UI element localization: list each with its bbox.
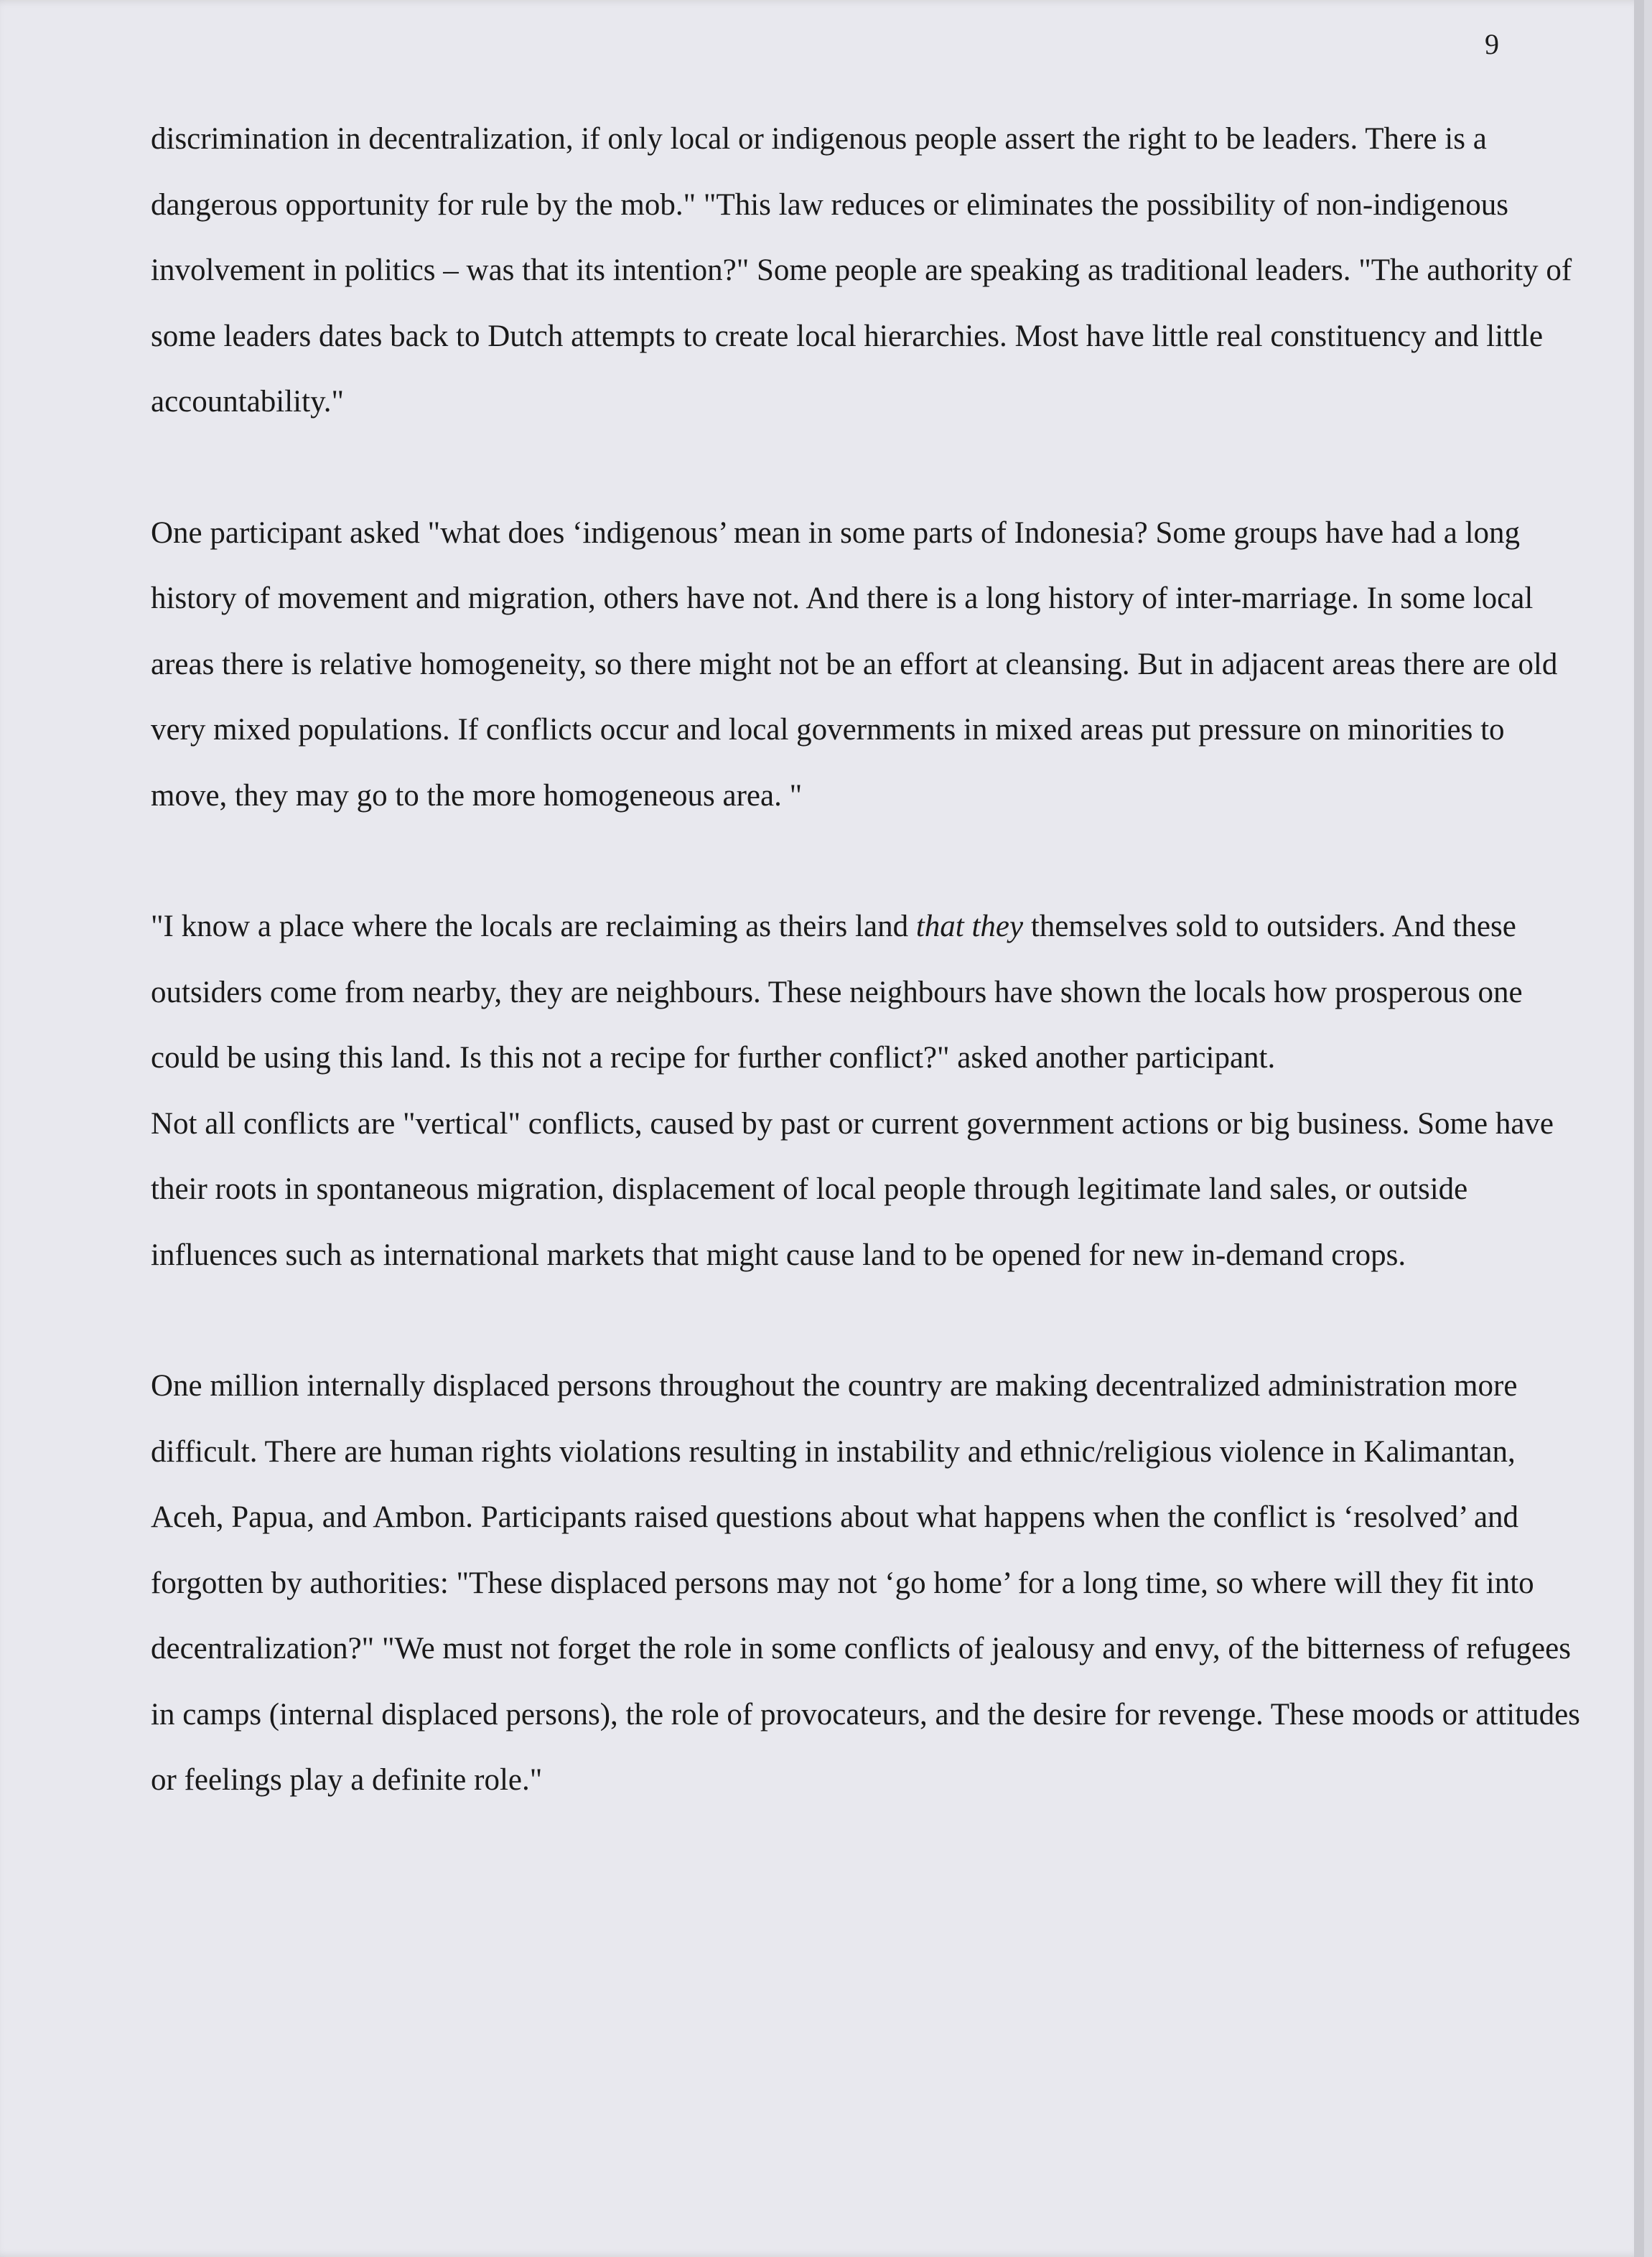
paragraph-5: One million internally displaced persons throughout the country are making decentralized administration more difficult. There are human rights violations resulting in instability and ethnic/religious violence in Kalimantan, Aceh, Papua, and Ambon. Participants raised questions about what happens when the conflict is ‘resolved’ and forgotten by authorities: "These displaced persons may not ‘go home’ for a long time, so where will they fit into decentralization?" "We must not forget the role in some conflicts of jealousy and envy, of the bitterness of refugees in camps (internal displaced persons), the role of provocateurs, and the desire for revenge. These moods or attitudes or feelings play a definite role." [151,1369,1580,1797]
paragraph-3 [151,894,1587,1091]
body-text [151,106,1587,1813]
paragraph-2: One participant asked "what does ‘indigenous’ mean in some parts of Indonesia? Some groups have had a long history of movement and migration, others have not. And there is a long history of inter-marriage. In some local areas there is relative homogeneity, so there might not be an effort at cleansing. But in adjacent areas there are old very mixed populations. If conflicts occur and local governments in mixed areas put pressure on minorities to move, they may go to the more homogeneous area. " [151,515,1558,813]
paragraph-3-text-after: themselves sold to outsiders. And these outsiders come from nearby, they are neighbours. These neighbours have shown the locals how prosperous one could be using this land. Is this not a recipe for further conflict?" asked another participant. [151,910,1523,1075]
page-number: 9 [1485,28,1499,60]
paragraph-4: Not all conflicts are "vertical" conflicts, caused by past or current government actions or big business. Some have their roots in spontaneous migration, displacement of local people through legitimate land sales, or outside influences such as international markets that might cause land to be opened for new in-demand crops. [151,1106,1554,1272]
page-edge [1634,0,1644,2257]
paragraph-3-text-before: "I know a place where the locals are reclaiming as theirs land [151,910,916,943]
paragraph-3-italic-text: that they [915,910,1024,943]
paragraph-1: discrimination in decentralization, if only local or indigenous people assert the right to be leaders. There is a dangerous opportunity for rule by the mob." "This law reduces or eliminates the possibility of non-indigenous involvement in politics – was that its intention?" Some people are speaking as traditional leaders. "The authority of some leaders dates back to Dutch attempts to create local hierarchies. Most have little real constituency and little accountability." [151,122,1572,419]
